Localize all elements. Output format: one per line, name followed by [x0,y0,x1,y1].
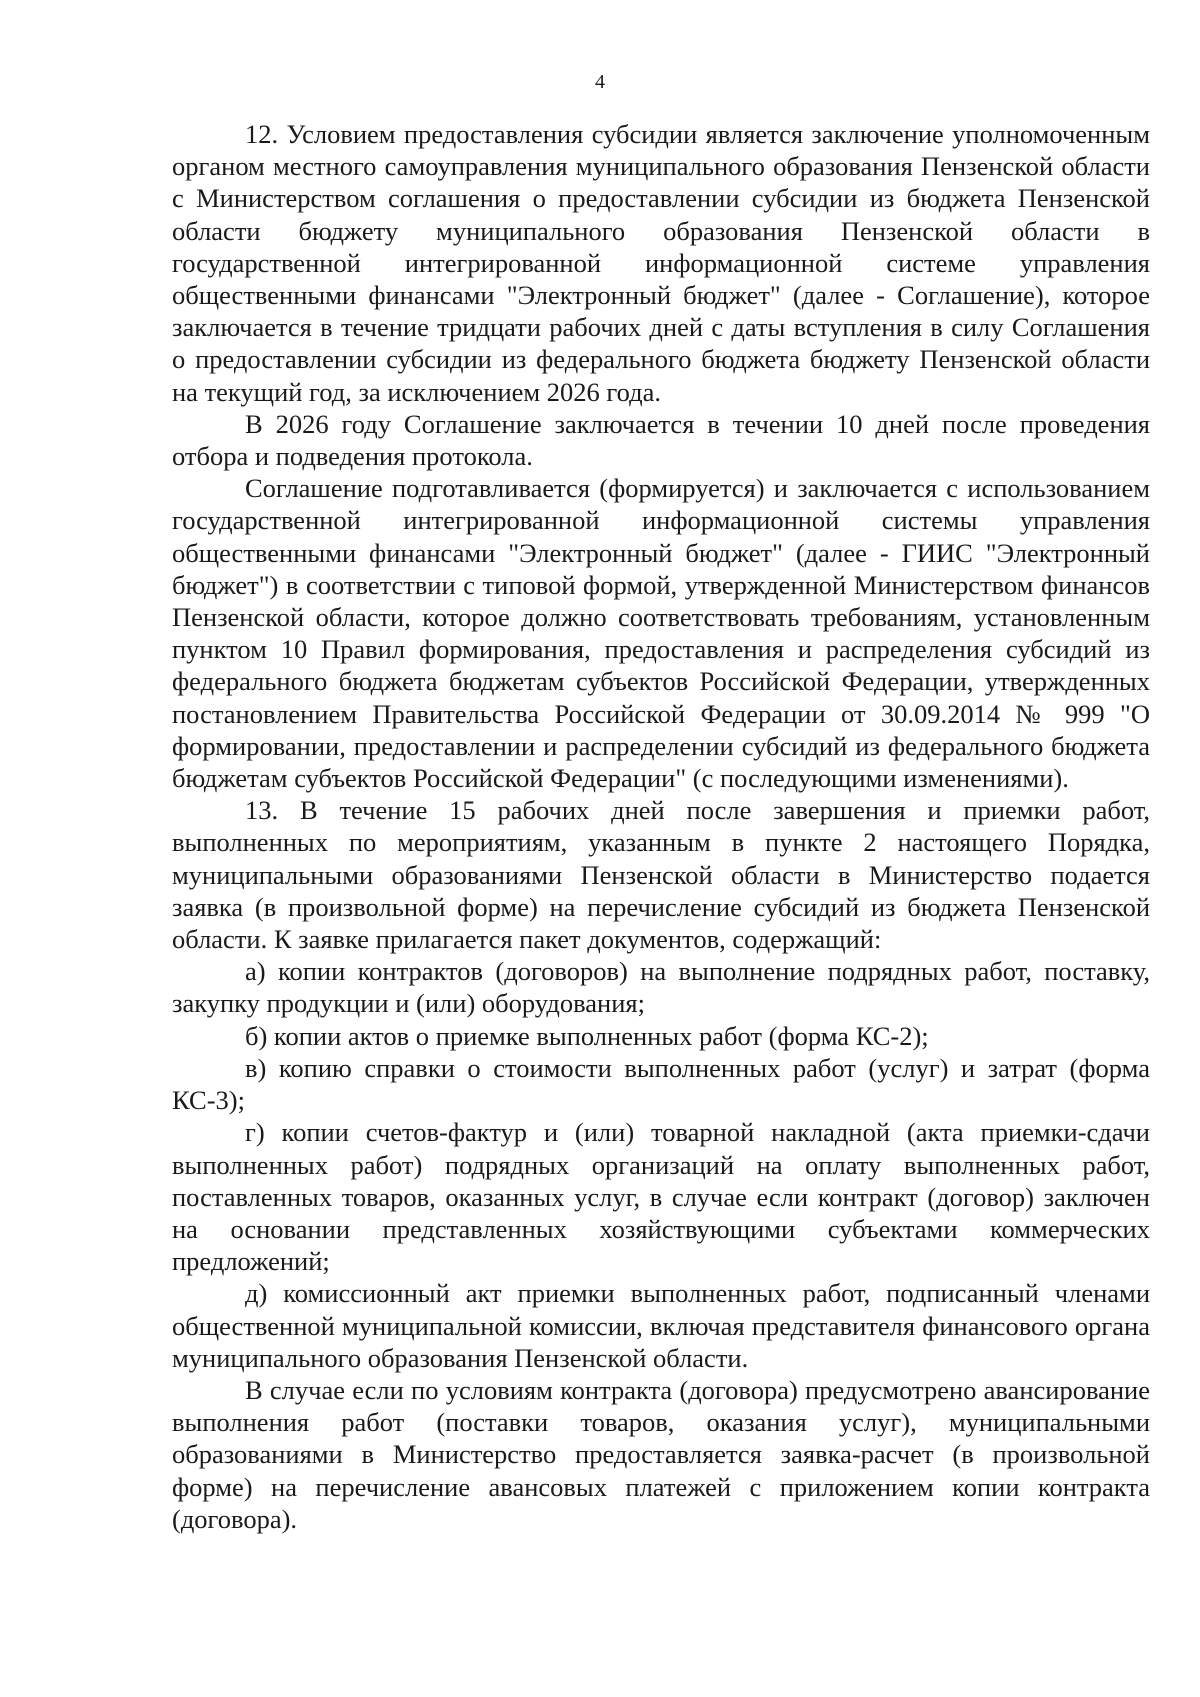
document-body [172,118,1150,1535]
paragraph-2026-agreement: В 2026 году Соглашение заключается в течении 10 дней после проведения отбора и подведения протокола. [172,408,1150,472]
paragraph-item-13: 13. В течение 15 рабочих дней после завершения и приемки работ, выполненных по мероприятиям, указанным в пункте 2 настоящего Порядка, муниципальными образованиями Пензенской области в Министерство подается заявка (в произвольной форме) на перечисление субсидий из бюджета Пензенской области. К заявке прилагается пакет документов, содержащий: [172,795,1150,955]
list-item-g: г) копии счетов-фактур и (или) товарной накладной (акта приемки-сдачи выполненных работ) подрядных организаций на оплату выполненных работ, поставленных товаров, оказанных услуг, в случае если контракт (договор) заключен на основании представленных хозяйствующими субъектами коммерческих предложений; [172,1117,1150,1277]
paragraph-advance-payment: В случае если по условиям контракта (договора) предусмотрено авансирование выполнения работ (поставки товаров, оказания услуг), муниципальными образованиями в Министерство предоставляется заявка-расчет (в произвольной форме) на перечисление авансовых платежей с приложением копии контракта (договора). [172,1374,1150,1534]
list-item-v: в) копию справки о стоимости выполненных работ (услуг) и затрат (форма КС-3); [172,1052,1150,1116]
list-item-d: д) комиссионный акт приемки выполненных работ, подписанный членами общественной муниципальной комиссии, включая представителя финансового органа муниципального образования Пензенской области. [172,1278,1150,1373]
paragraph-item-12: 12. Условием предоставления субсидии является заключение уполномоченным органом местного самоуправления муниципального образования Пензенской области с Министерством соглашения о предоставлении субсидии из бюджета Пензенской области бюджету муниципального образования Пензенской области в государственной интегрированной информационной системе управления общественными финансами "Электронный бюджет" (далее - Соглашение), которое заключается в течение тридцати рабочих дней с даты вступления в силу Соглашения о предоставлении субсидии из федерального бюджета бюджету Пензенской области на текущий год, за исключением 2026 года. [172,119,1150,407]
list-item-a: а) копии контрактов (договоров) на выполнение подрядных работ, поставку, закупку продукции и (или) оборудования; [172,956,1150,1019]
paragraph-agreement-preparation: Соглашение подготавливается (формируется) и заключается с использованием государственной интегрированной информационной системы управления общественными финансами "Электронный бюджет" (далее - ГИИС "Электронный бюджет") в соответствии с типовой формой, утвержденной Министерством финансов Пензенской области, которое должно соответствовать требованиям, установленным пунктом 10 Правил формирования, предоставления и распределения субсидий из федерального бюджета бюджетам субъектов Российской Федерации, утвержденных постановлением Правительства Российской Федерации от 30.09.2014 № 999 "О формировании, предоставлении и распределении субсидий из федерального бюджета бюджетам субъектов Российской Федерации" (с последующими изменениями). [172,473,1150,794]
page-number: 4 [595,71,605,93]
list-item-b: б) копии актов о приемке выполненных работ (форма КС-2); [245,1020,929,1051]
